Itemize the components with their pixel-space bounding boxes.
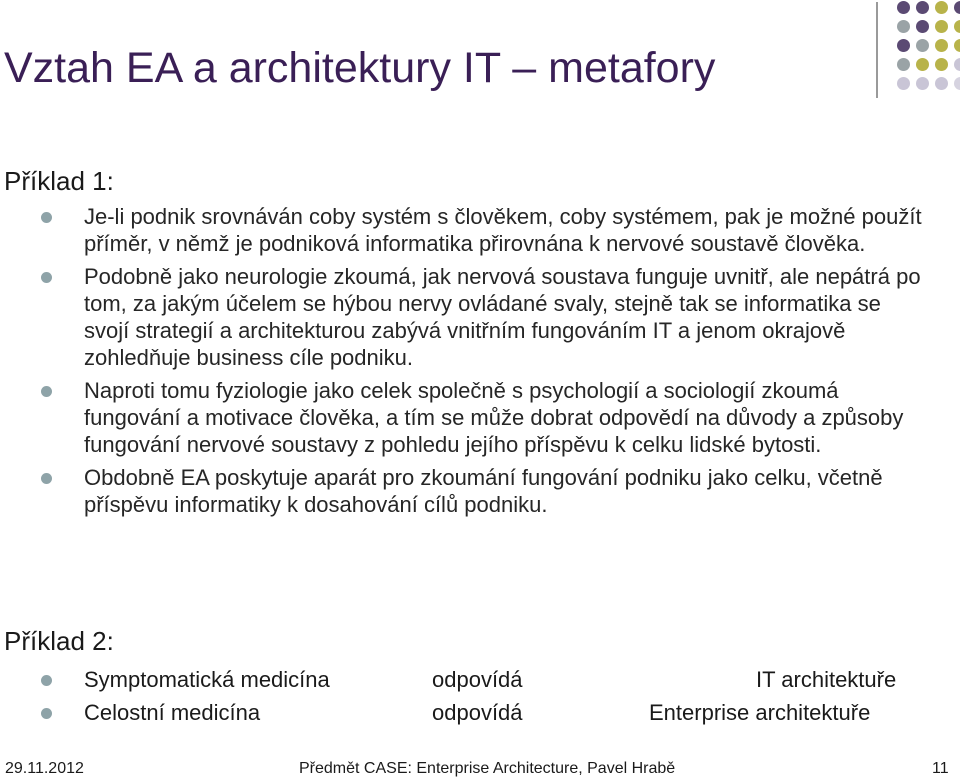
decorative-dot [897, 77, 910, 90]
dot-grid-decoration [897, 1, 960, 90]
footer-page-number: 11 [932, 760, 949, 777]
comparison-row-2 [0, 698, 960, 731]
bullet-dot-icon [41, 708, 52, 719]
comparison-right: IT architektuře [756, 667, 897, 692]
decorative-dot [954, 20, 960, 33]
decorative-dot [954, 1, 960, 14]
decorative-dot [916, 58, 929, 71]
comparison-left: Symptomatická medicína [84, 667, 330, 692]
decorative-dot [954, 39, 960, 52]
example-1-heading: Příklad 1: [4, 166, 114, 196]
decorative-dot [897, 39, 910, 52]
decorative-dot [935, 58, 948, 71]
example-1-bullet-2 [0, 263, 924, 371]
comparison-right: Enterprise architektuře [649, 700, 871, 725]
comparison-middle: odpovídá [432, 667, 523, 692]
example-1-bullet-1 [0, 203, 924, 257]
bullet-text: Obdobně EA poskytuje aparát pro zkoumání fungování podniku jako celku, včetně příspěvu informatiky k dosahování cílů podniku. [84, 465, 883, 517]
bullet-dot-icon [41, 473, 52, 484]
decorative-dot [897, 1, 910, 14]
decorative-dot [916, 39, 929, 52]
comparison-row-1 [0, 665, 960, 698]
bullet-text: Podobně jako neurologie zkoumá, jak nervová soustava funguje uvnitř, ale nepátrá po tom, za jakým účelem se hýbou nervy ovládané svaly, stejně tak se informatika se svojí strategií a architekturou zabývá vnitřním fungováním IT a jenom okrajově zohledňuje business cíle podniku. [84, 264, 921, 370]
bullet-dot-icon [41, 675, 52, 686]
decorative-dot [935, 1, 948, 14]
bullet-text: Naproti tomu fyziologie jako celek společně s psychologií a sociologií zkoumá fungování a motivace člověka, a tím se může dobrat odpovědí na důvody a způsoby fungování nervové soustavy z pohledu jejího příspěvu k celku lidské bytosti. [84, 378, 904, 457]
decorative-dot [935, 39, 948, 52]
footer-date: 29.11.2012 [5, 760, 84, 777]
example-1-bullet-4 [0, 464, 924, 518]
decorative-dot [935, 77, 948, 90]
decorative-dot [935, 20, 948, 33]
decorative-dot [897, 20, 910, 33]
slide-title: Vztah EA a architektury IT – metafory [4, 44, 716, 92]
bullet-dot-icon [41, 212, 52, 223]
bullet-text: Je-li podnik srovnáván coby systém s člověkem, coby systémem, pak je možné použít příměr, v němž je podniková informatika přirovnána k nervové soustavě člověka. [84, 204, 922, 256]
example-1-bullet-3 [0, 377, 924, 458]
decorative-dot [897, 58, 910, 71]
comparison-left: Celostní medicína [84, 700, 261, 725]
decorative-dot [916, 20, 929, 33]
example-2-comparison [0, 665, 960, 731]
comparison-middle: odpovídá [432, 700, 523, 725]
bullet-dot-icon [41, 272, 52, 283]
footer-subject: Předmět CASE: Enterprise Architecture, Pavel Hrabě [299, 760, 676, 777]
example-1-bullet-list [0, 203, 924, 524]
title-divider [876, 2, 878, 98]
decorative-dot [954, 77, 960, 90]
decorative-dot [916, 77, 929, 90]
decorative-dot [916, 1, 929, 14]
decorative-dot [954, 58, 960, 71]
bullet-dot-icon [41, 386, 52, 397]
example-2-heading: Příklad 2: [4, 626, 114, 656]
